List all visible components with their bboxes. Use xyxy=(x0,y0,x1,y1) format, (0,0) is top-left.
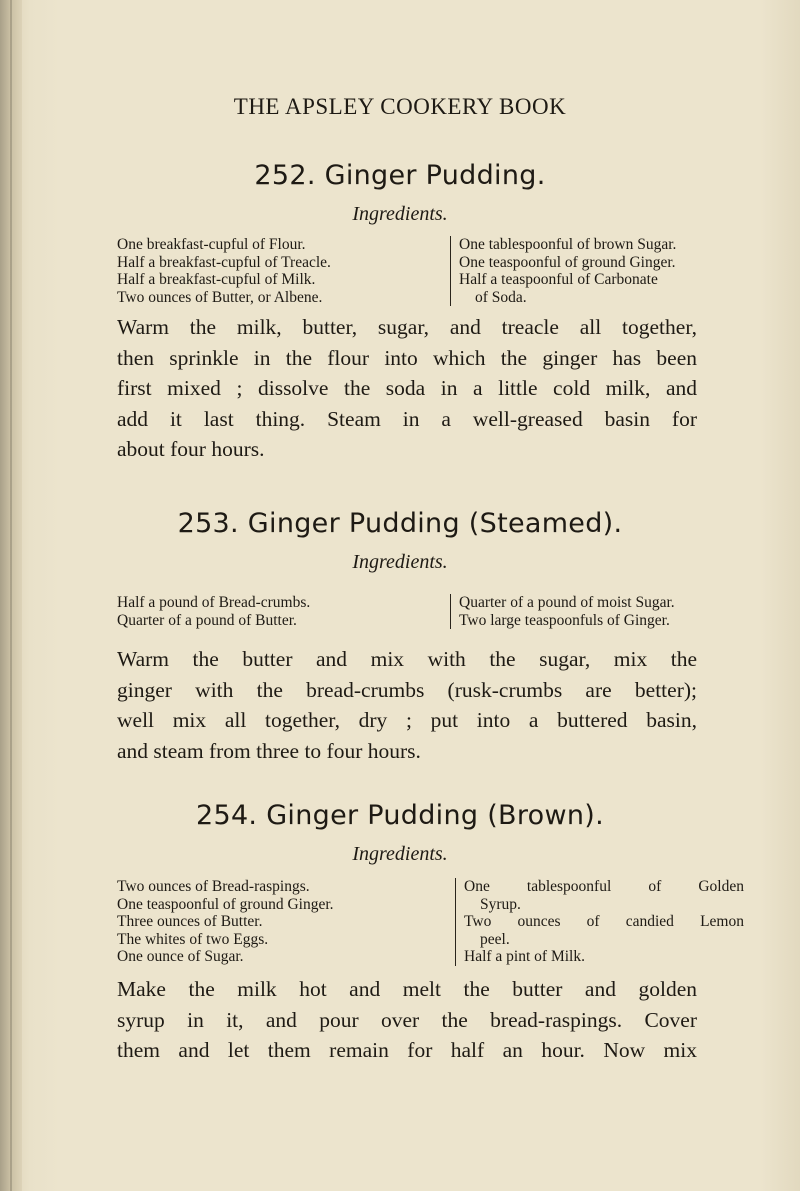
ingredients-right-column xyxy=(450,594,675,629)
ingredient: Two ounces of Bread-raspings. xyxy=(117,878,310,895)
recipe-title: 254. Ginger Pudding (Brown). xyxy=(196,800,604,831)
method-line: well mix all together, dry ; put into a buttered basin, xyxy=(117,708,697,732)
ingredient: Half a breakfast-cupful of Milk. xyxy=(117,271,316,288)
ingredients-left-column xyxy=(117,594,310,629)
ingredient: One tablespoonful of brown Sugar. xyxy=(459,236,677,253)
ingredients-right-column xyxy=(455,878,744,966)
ingredient: The whites of two Eggs. xyxy=(117,930,269,948)
method-line: then sprinkle in the flour into which the ginger has been xyxy=(117,345,697,370)
method-line: syrup in it, and pour over the bread-raspings. Cover xyxy=(117,1007,697,1032)
ingredients-left-column xyxy=(117,236,331,306)
method-paragraph xyxy=(117,974,697,1066)
ingredient: Two large teaspoonfuls of Ginger. xyxy=(459,611,670,629)
ingredient: One teaspoonful of ground Ginger. xyxy=(117,895,334,913)
ingredients-left-column xyxy=(117,878,334,966)
running-head: THE APSLEY COOKERY BOOK xyxy=(233,94,567,119)
ingredient: Two ounces of Butter, or Albene. xyxy=(117,288,323,306)
method-line: Make the milk hot and melt the butter and golden xyxy=(117,977,697,1001)
ingredient: One teaspoonful of ground Ginger. xyxy=(459,253,676,271)
method-paragraph xyxy=(117,644,697,766)
method-line: Warm the butter and mix with the sugar, mix the xyxy=(117,647,697,671)
ingredient: Quarter of a pound of Butter. xyxy=(117,611,297,629)
ingredient: One tablespoonful of Golden xyxy=(464,878,744,895)
ingredient: One breakfast-cupful of Flour. xyxy=(117,236,306,253)
recipe-title: 252. Ginger Pudding. xyxy=(254,160,546,191)
method-line: add it last thing. Steam in a well-greased basin for xyxy=(117,406,697,431)
ingredient: Quarter of a pound of moist Sugar. xyxy=(459,594,675,611)
ingredient: Syrup. xyxy=(480,895,521,913)
recipe-title: 253. Ginger Pudding (Steamed). xyxy=(177,508,623,539)
method-line: ginger with the bread-crumbs (rusk-crumbs are better); xyxy=(117,677,697,702)
ingredient: Half a pound of Bread-crumbs. xyxy=(117,594,311,611)
method-line: about four hours. xyxy=(117,437,265,461)
ingredient: Three ounces of Butter. xyxy=(117,913,263,930)
ingredient: Half a teaspoonful of Carbonate xyxy=(459,271,658,288)
method-line: them and let them remain for half an hour. Now mix xyxy=(117,1038,697,1062)
method-line: Warm the milk, butter, sugar, and treacle all together, xyxy=(117,315,697,339)
ingredient: One ounce of Sugar. xyxy=(117,948,244,965)
method-line: and steam from three to four hours. xyxy=(117,738,421,763)
method-paragraph xyxy=(117,312,697,465)
method-line: first mixed ; dissolve the soda in a little cold milk, and xyxy=(117,376,697,400)
ingredients-heading: Ingredients. xyxy=(352,551,448,573)
ingredients-heading: Ingredients. xyxy=(352,843,448,865)
ingredient: Two ounces of candied Lemon xyxy=(464,913,744,930)
ingredient: of Soda. xyxy=(475,288,527,306)
ingredient: Half a breakfast-cupful of Treacle. xyxy=(117,253,331,271)
ingredients-right-column xyxy=(450,236,676,306)
ingredient: peel. xyxy=(480,930,510,948)
ingredient: Half a pint of Milk. xyxy=(464,948,585,965)
ingredients-heading: Ingredients. xyxy=(352,203,448,225)
